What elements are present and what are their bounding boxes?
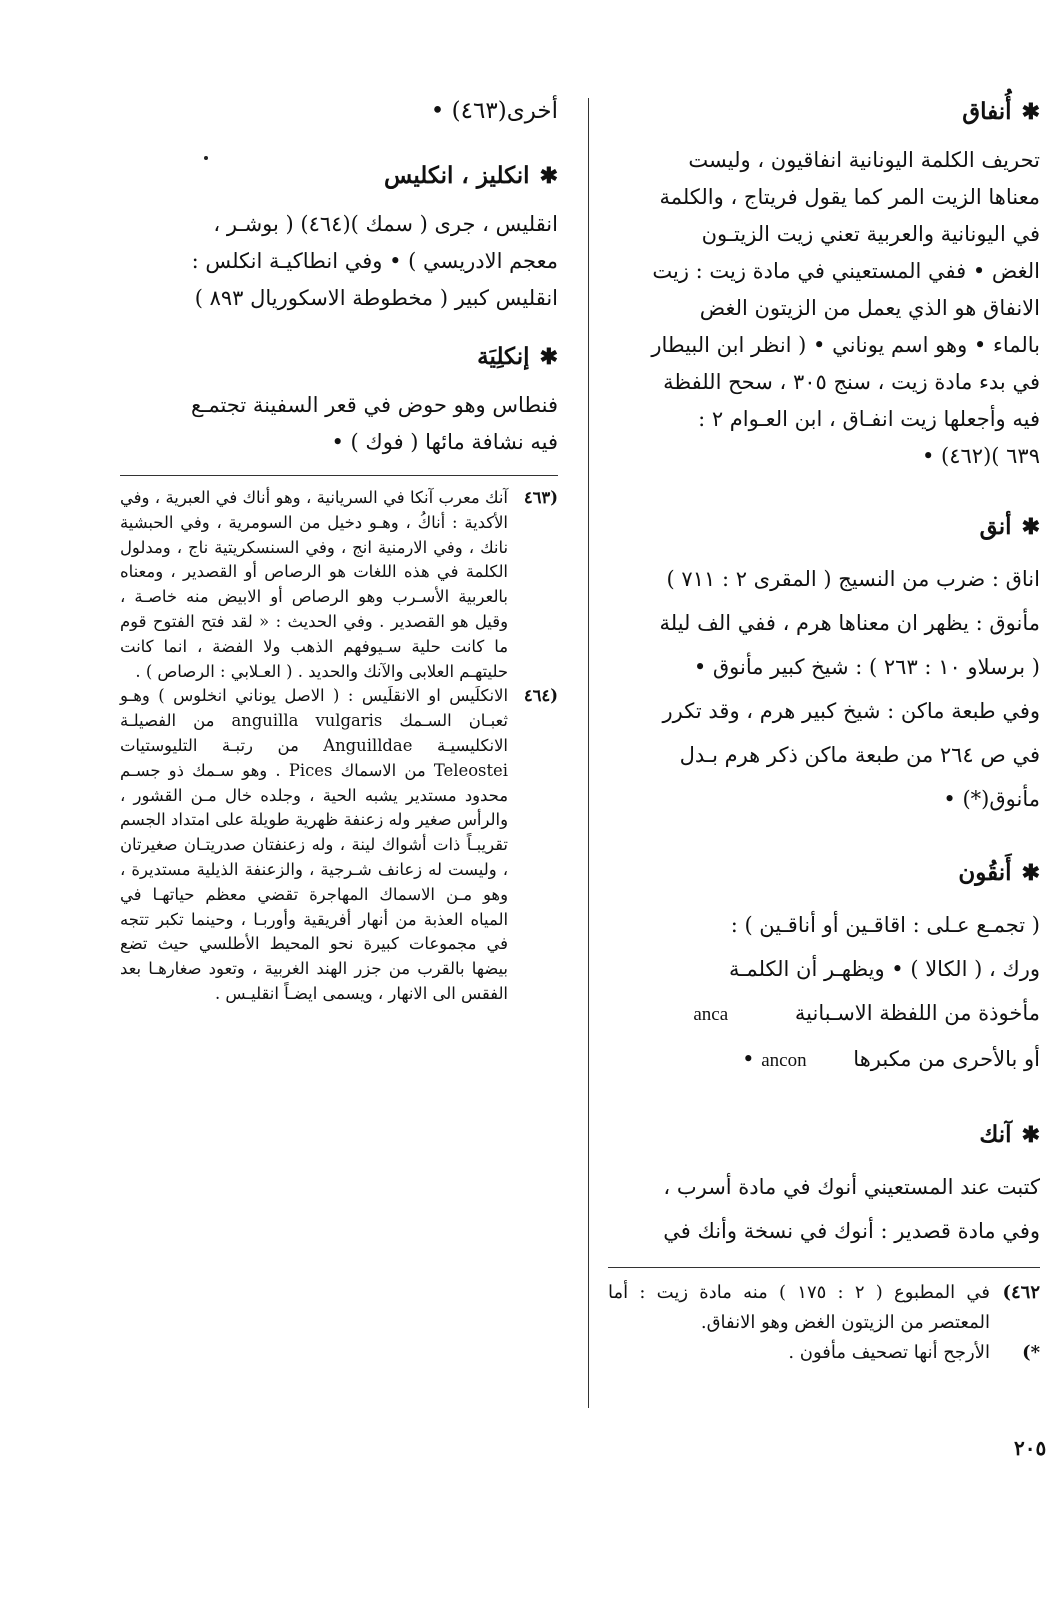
text-line: في بدء مادة زيت ، سنج ٣٠٥ ، سحح اللفظة xyxy=(663,370,1040,394)
headword-inkliya: ✱إنكلِيَة xyxy=(477,343,558,370)
footnote xyxy=(608,1278,1040,1338)
text-line: ورك ، ( الكالا ) • ويظهـر أن الكلمـة xyxy=(729,957,1040,981)
text-line: معناها الزيت المر كما يقول فريتاج ، والكلمة xyxy=(659,185,1040,209)
text-line: انقليس ، جرى ( سمك )(٤٦٤) ( بوشـر ، xyxy=(213,212,558,236)
text-line: أو بالأحرى من مكبرها ancon • xyxy=(742,1047,1040,1071)
text-line: مأنوق : يظهر ان معناها هرم ، ففي الف ليلة xyxy=(659,611,1040,635)
text-line: كتبت عند المستعيني أنوك في مادة أسرب ، xyxy=(663,1175,1040,1199)
headword-anqun: ✱أَنقُون xyxy=(958,859,1040,886)
footnote-text: آنك معرب آنكا في السريانية ، وهو أناك في العبرية ، وفي الأكدية : أناكُ ، وهـو دخيل من السومرية ، وفي الحبشية نانك ، وفي الارمنية انج ، وفي السنسكريتية ناج ، ومدلول الكلمة في هذه اللغات هو الرصاص أو القصدير ، ومعناه بالعربية الأسـرب وهو الرصاص أو الابيض منه خاصـة ، وقيل هو القصدير . وفي الحديث : « لقد فتح الفتوح قوم ما كانت حلية سـيوفهم الذهب ولا الفضة ، انما كانت حليتهـم العلابى والآنك والحديد . ( العـلابي : الرصاص ) . xyxy=(120,488,508,681)
right-column xyxy=(608,98,1040,1368)
entry-anuk-text xyxy=(608,1165,1040,1253)
latin-term: ancon xyxy=(761,1050,807,1071)
entry-inkliya-text xyxy=(120,387,558,461)
latin-term: anca xyxy=(693,1004,729,1025)
asterisk-icon: ✱ xyxy=(1021,99,1040,125)
footnote xyxy=(120,684,558,1006)
text-line: في ص ٢٦٤ من طبعة ماكن ذكر هرم بـدل xyxy=(679,743,1040,767)
text-line: بالماء • وهو اسم يوناني • ( انظر ابن البيطار xyxy=(651,333,1040,357)
text-line: فيه وأجعلها زيت انفـاق ، ابن العـوام ٢ : xyxy=(698,407,1040,431)
text-line: اناق : ضرب من النسيج ( المقرى ٢ : ٧١١ ) xyxy=(666,567,1040,591)
headword-anfaq: ✱أُنفاق xyxy=(962,98,1040,125)
text-line: الغض • ففي المستعيني في مادة زيت : زيت xyxy=(652,259,1040,283)
continuation-line: أخرى(٤٦٣) • xyxy=(430,98,558,124)
entry-anq-text xyxy=(608,557,1040,821)
text-line: وفي مادة قصدير : أنوك في نسخة وأنك في xyxy=(663,1219,1040,1243)
asterisk-icon: ✱ xyxy=(1021,860,1040,886)
ink-speck xyxy=(204,156,208,160)
footnote xyxy=(608,1338,1040,1368)
text-line: فيه نشافة مائها ( فوك ) • xyxy=(331,430,558,454)
text-line: الانفاق هو الذي يعمل من الزيتون الغض xyxy=(699,296,1040,320)
text-line: معجم الادريسي ) • وفي انطاكيـة انكلس : xyxy=(191,249,558,273)
headword-inkliz: ✱انكليز ، انكليس xyxy=(384,162,558,189)
footnote-rule xyxy=(120,475,558,476)
headword-anuk: ✱آنك xyxy=(979,1121,1040,1148)
footnote-text: الأرجح أنها تصحيف مأفون . xyxy=(788,1342,990,1363)
text-line: فنطاس وهو حوض في قعر السفينة تجتمـع xyxy=(191,393,558,417)
asterisk-icon: ✱ xyxy=(1021,1122,1040,1148)
footnote-text: الانكلَيس او الانقلَيس : ( الاصل يوناني انخلوس ) وهـو ثعبـان السـمك anguilla vulgaris من الفصيلـة الانكليسيـة Anguilldae من رتبـة التليوستيات Teleostei من الاسماك Pices . وهو سـمك ذو جسـم محدود مستدير يشبه الحية ، وجلده خال مـن القشور ، والرأس صغير وله زعنفة ظهرية طويلة على امتداد الجسم تقريبـاً ذات أشواك لينة ، وله زعنفتان صدريتـان صغيرتان ، وليست له زعانف شـرجية ، والزعنفة الذيلية مستديرة ، وهو مـن الاسماك المهاجرة تقضي معظم حياتهـا في المياه العذبة من أنهار أفريقية وأوربـا ، وحينما تكبر تتجه في مجموعات كبيرة نحو المحيط الأطلسي حيث تضع بيضها بالقرب من جزر الهند الغربية ، وتعود صغارهـا بعد الفقس الى الانهار ، ويسمى ايضـاً انقليـس . xyxy=(120,686,508,1003)
left-column xyxy=(120,98,558,1007)
text-line: ٦٣٩ )(٤٦٢) • xyxy=(921,444,1040,468)
footnote-number: *) xyxy=(1022,1342,1040,1363)
footnote-number: (٤٦٤ xyxy=(523,686,558,706)
asterisk-icon: ✱ xyxy=(539,344,558,370)
footnote-rule xyxy=(608,1267,1040,1268)
text-line: ( تجمـع عـلى : اقاقـين أو أناقـين ) : xyxy=(730,913,1040,937)
entry-inkliz-text xyxy=(120,206,558,317)
footnote-number: (٤٦٣ xyxy=(523,488,558,507)
page-number: ٢٠٥ xyxy=(1014,1436,1047,1460)
entry-anfaq-text xyxy=(608,142,1040,475)
entry-anqun-text xyxy=(608,903,1040,1083)
footnote xyxy=(120,486,558,684)
text-line: مأنوق(*) • xyxy=(943,787,1040,811)
footnote-text: في المطبوع ( ٢ : ١٧٥ ) منه مادة زيت : أما المعتصر من الزيتون الغض وهو الانفاق. xyxy=(608,1282,990,1333)
headword-anq: ✱أنق xyxy=(979,513,1040,540)
asterisk-icon: ✱ xyxy=(1021,514,1040,540)
text-line: في اليونانية والعربية تعني زيت الزيتـون xyxy=(701,222,1040,246)
text-line: ( برسلاو ١٠ : ٢٦٣ ) : شيخ كبير مأنوق • xyxy=(693,655,1040,679)
text-line: انقليس كبير ( مخطوطة الاسكوريال ٨٩٣ ) xyxy=(194,286,558,310)
asterisk-icon: ✱ xyxy=(539,163,558,189)
text-line: مأخوذة من اللفظة الاسـبانية anca xyxy=(693,1001,1040,1025)
column-divider xyxy=(588,98,589,1408)
text-line: وفي طبعة ماكن : شيخ كبير هرم ، وقد تكرر xyxy=(662,699,1040,723)
text-line: تحريف الكلمة اليونانية انفاقيون ، وليست xyxy=(688,148,1040,172)
footnote-number: ٤٦٢) xyxy=(1002,1282,1040,1303)
